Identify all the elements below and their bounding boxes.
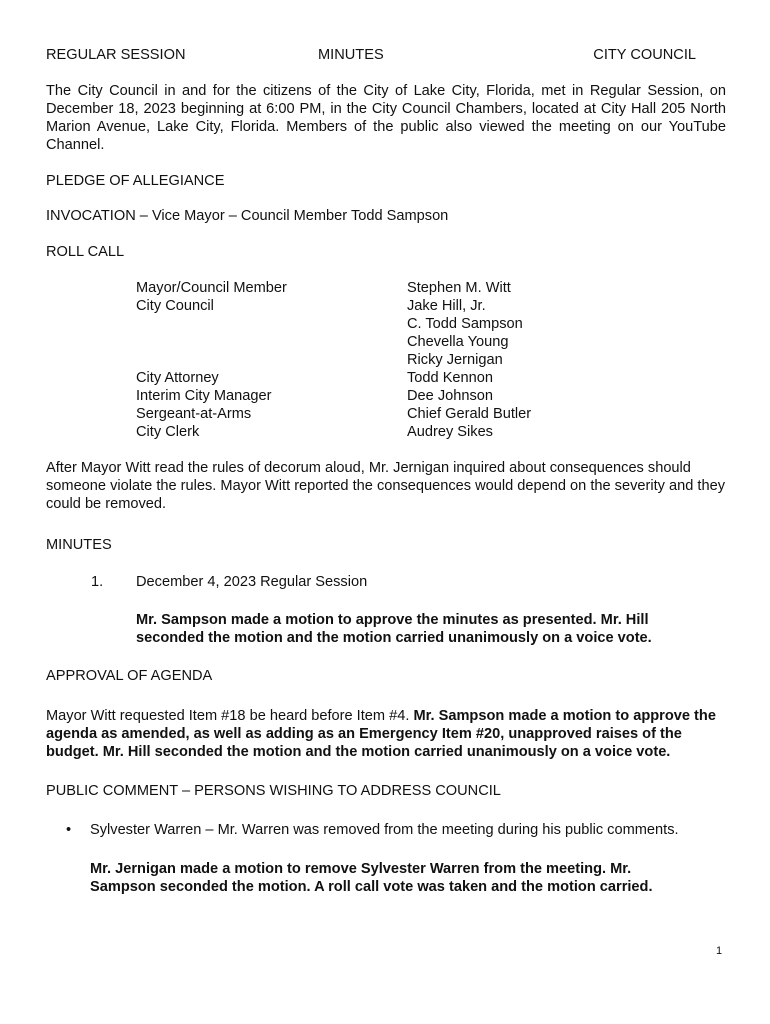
pledge-heading: PLEDGE OF ALLEGIANCE <box>46 173 225 189</box>
agenda-heading: APPROVAL OF AGENDA <box>46 668 213 684</box>
minutes-item-title: December 4, 2023 Regular Session <box>136 574 368 590</box>
roll-label: Sergeant-at-Arms <box>136 406 252 422</box>
roll-name: Audrey Sikes <box>407 424 493 440</box>
public-comment-item: Sylvester Warren – Mr. Warren was removed from the meeting during his public comments. <box>90 822 679 838</box>
roll-label: City Council <box>136 298 214 314</box>
header-city-council: CITY COUNCIL <box>593 47 696 63</box>
header-minutes: MINUTES <box>318 47 384 63</box>
roll-name: Todd Kennon <box>407 370 494 386</box>
agenda-intro: Mayor Witt requested Item #18 be heard before Item #4. <box>46 708 414 724</box>
agenda-paragraph <box>46 707 726 761</box>
roll-name: Dee Johnson <box>407 388 494 404</box>
roll-name: Chief Gerald Butler <box>407 406 532 422</box>
page-number: 1 <box>716 945 723 957</box>
document-header <box>46 47 696 67</box>
minutes-item-number: 1. <box>91 574 104 590</box>
intro-paragraph: The City Council in and for the citizens of the City of Lake City, Florida, met in Regular Session, on December 18, 2023 beginning at 6:00 PM, in the City Council Chambers, located at City Hall 205 North Marion Avenue, Lake City, Florida. Members of the public also viewed the meeting on our YouTube Channel. <box>46 83 726 153</box>
roll-label: Mayor/Council Member <box>136 280 287 296</box>
roll-name: Ricky Jernigan <box>407 352 503 368</box>
minutes-heading: MINUTES <box>46 537 112 553</box>
bullet-marker: • <box>66 822 72 838</box>
roll-label: City Attorney <box>136 370 219 386</box>
roll-label: City Clerk <box>136 424 200 440</box>
roll-call-heading: ROLL CALL <box>46 244 125 260</box>
invocation-line: INVOCATION – Vice Mayor – Council Member Todd Sampson <box>46 208 449 224</box>
roll-name: Stephen M. Witt <box>407 280 511 296</box>
roll-name: Jake Hill, Jr. <box>407 298 486 314</box>
decorum-paragraph: After Mayor Witt read the rules of decorum aloud, Mr. Jernigan inquired about consequences should someone violate the rules. Mayor Witt reported the consequences would depend on the severity and they could be removed. <box>46 460 726 512</box>
public-comment-heading: PUBLIC COMMENT – PERSONS WISHING TO ADDRESS COUNCIL <box>46 783 501 799</box>
header-session: REGULAR SESSION <box>46 47 186 63</box>
public-comment-motion: Mr. Jernigan made a motion to remove Sylvester Warren from the meeting. Mr. Sampson seconded the motion. A roll call vote was taken and the motion carried. <box>90 861 653 895</box>
minutes-motion: Mr. Sampson made a motion to approve the minutes as presented. Mr. Hill seconded the motion and the motion carried unanimously on a voice vote. <box>136 612 652 646</box>
roll-label: Interim City Manager <box>136 388 272 404</box>
agenda-motion: Mr. Sampson made a motion to approve the agenda as amended, as well as adding as an Emergency Item #20, unapproved raises of the budget. Mr. Hill seconded the motion and the motion carried unanimously on a voice vote. <box>46 708 716 760</box>
roll-name: Chevella Young <box>407 334 509 350</box>
roll-name: C. Todd Sampson <box>407 316 523 332</box>
